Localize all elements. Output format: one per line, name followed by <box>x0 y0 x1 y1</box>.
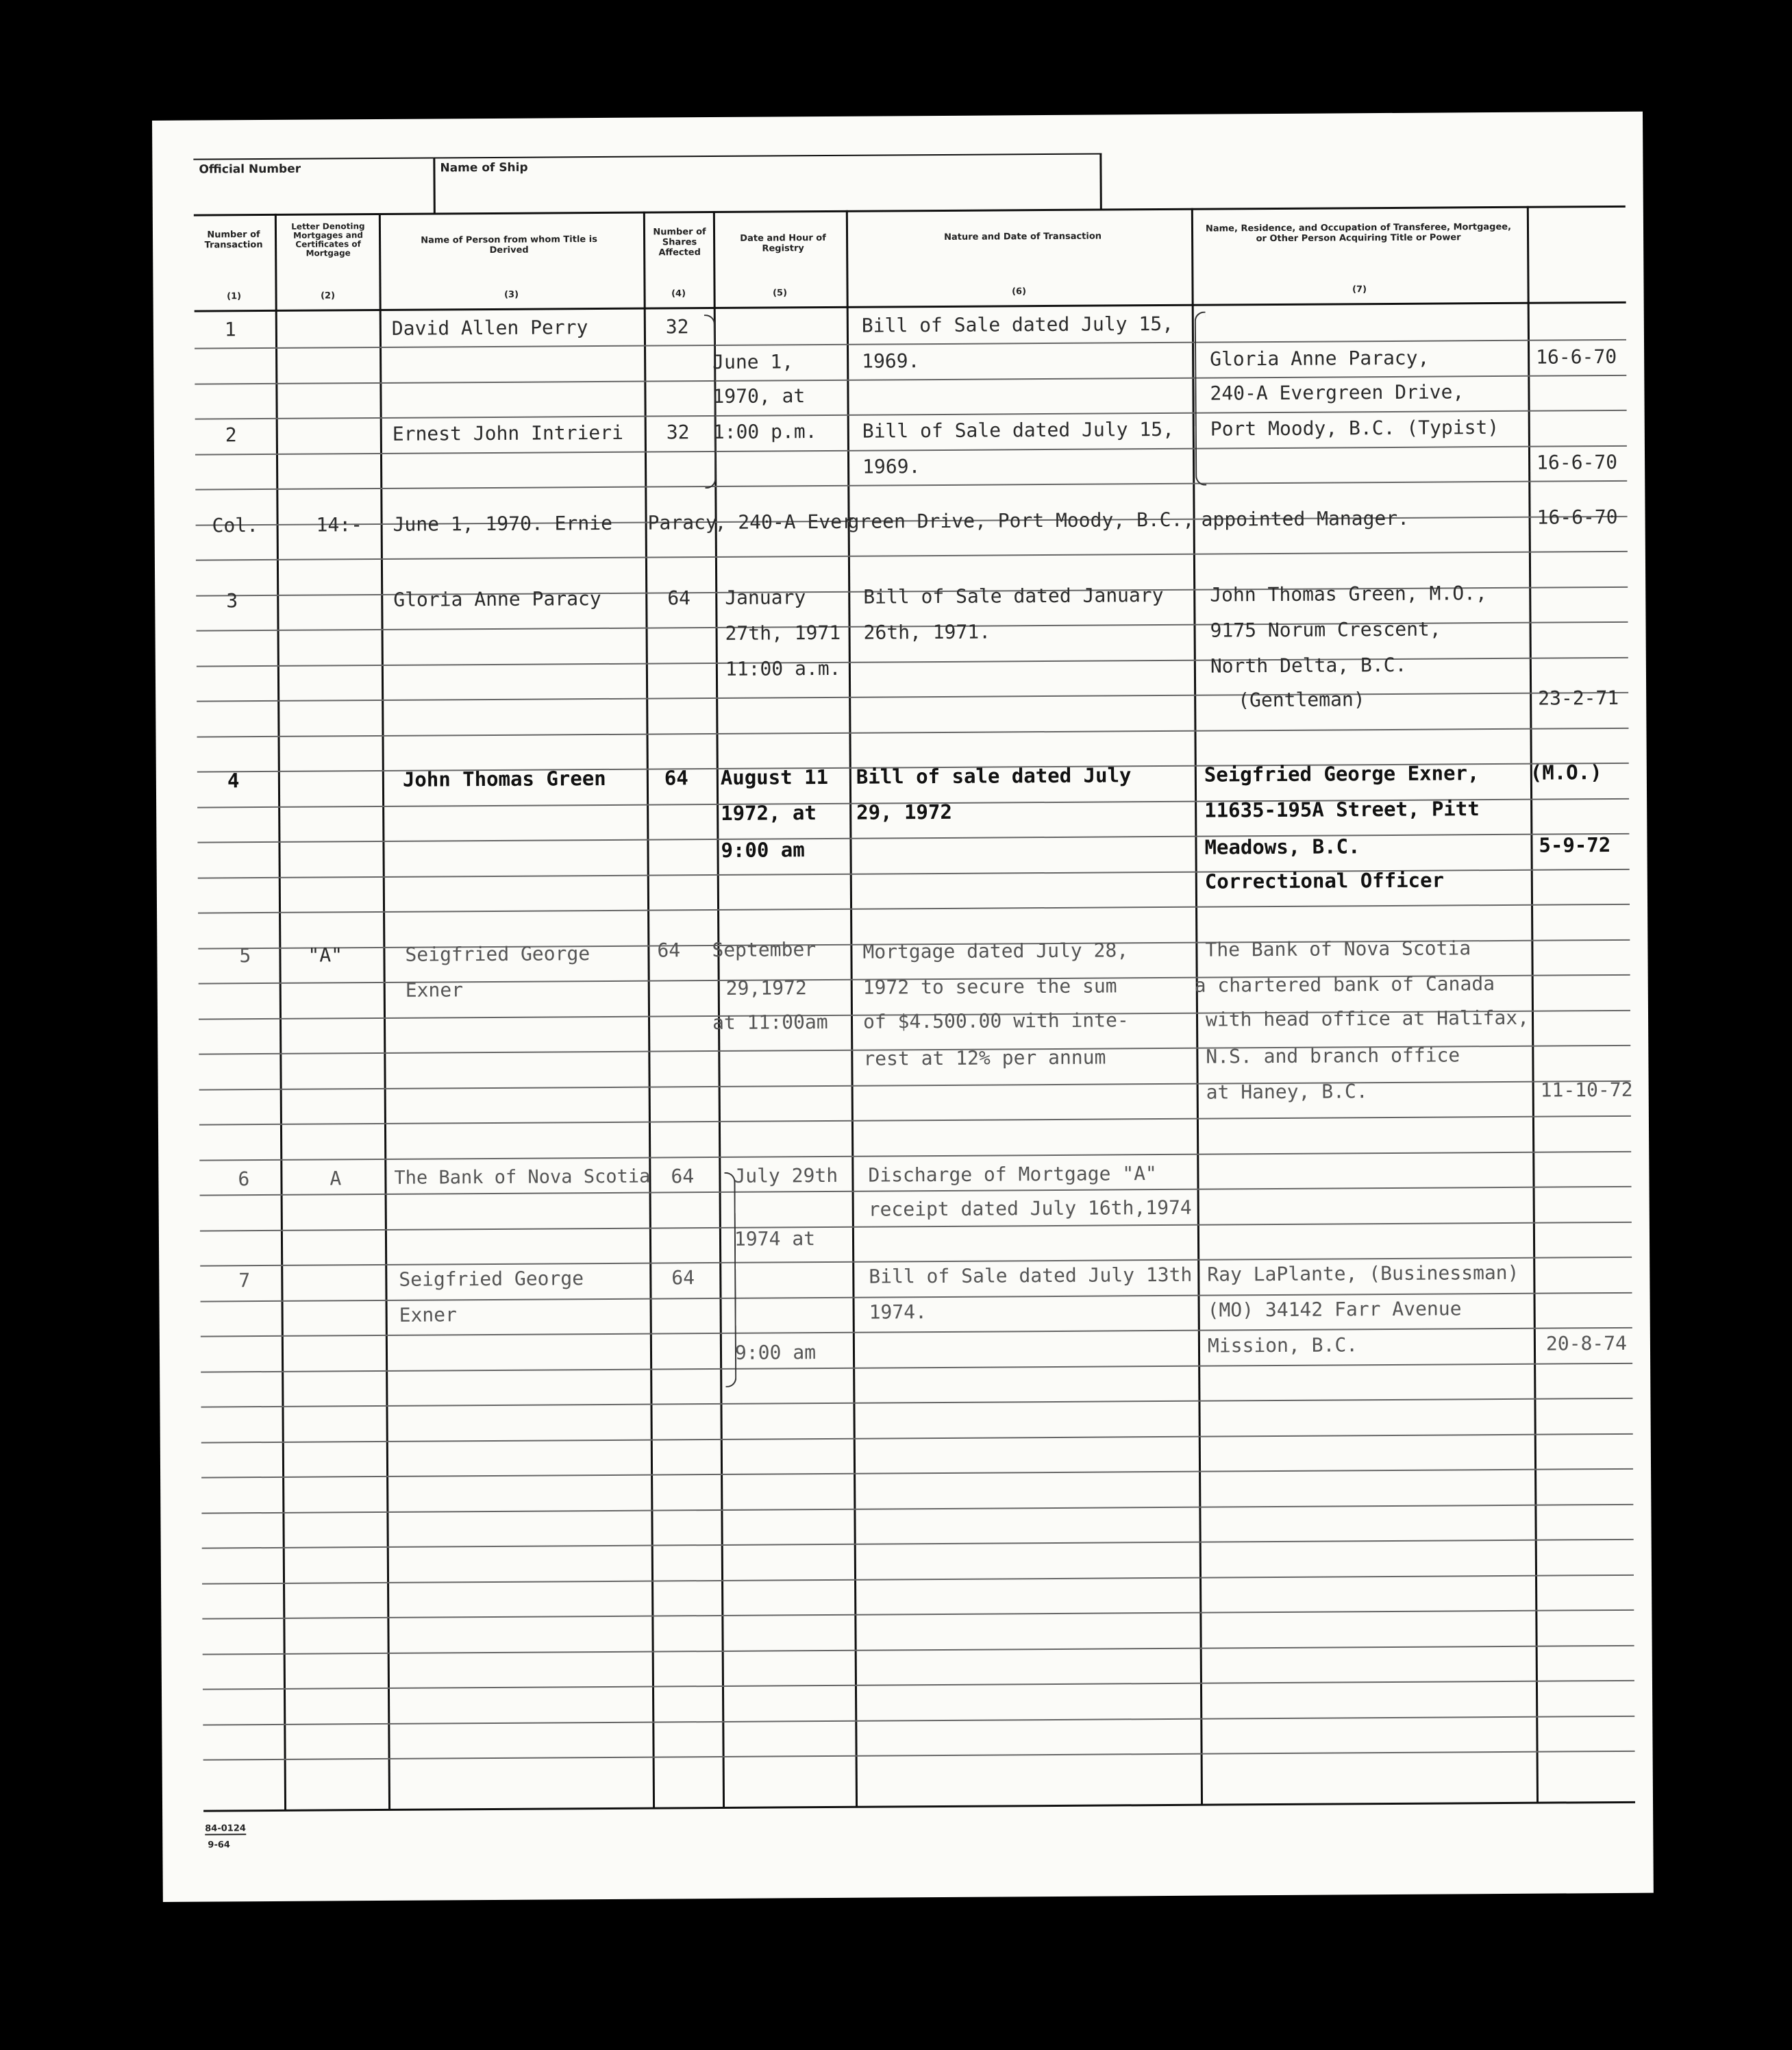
col-header-3: Name of Person from whom Title is Derived <box>421 234 597 256</box>
entry-3-date-line-3: 11:00 a.m. <box>725 656 841 680</box>
col-header-4: Number of Shares Affected <box>653 227 706 258</box>
col-entry-number: Col. <box>212 514 259 537</box>
entry-7-to-line-1: Ray LaPlante, (Businessman) <box>1207 1261 1519 1286</box>
entry-3-to-line-1: John Thomas Green, M.O., <box>1210 582 1487 606</box>
entry-6-nature-line-1: Discharge of Mortgage "A" <box>868 1162 1157 1187</box>
entry-5-letter: "A" <box>308 943 343 967</box>
entry-4-nature-line-2: 29, 1972 <box>856 800 952 824</box>
ruled-line <box>202 1574 1634 1585</box>
ruled-line <box>198 904 1630 914</box>
entry-1-nature-line-1: Bill of Sale dated July 15, <box>861 312 1174 337</box>
entry-7-from-line-2: Exner <box>399 1303 458 1326</box>
entry-6-date-line-3: 9:00 am <box>734 1341 817 1364</box>
entry-7-to-line-2: (MO) 34142 Farr Avenue <box>1207 1297 1462 1322</box>
ship-name-label: Name of Ship <box>440 160 528 175</box>
entry-4-to-line-4: Correctional Officer <box>1204 868 1445 893</box>
entry-4-date-line-2: 1972, at <box>721 801 817 825</box>
entry-3-registered: 23-2-71 <box>1538 686 1619 710</box>
entry-6-date-line-1: July 29th <box>734 1163 838 1187</box>
entry-4-date-line-3: 9:00 am <box>721 838 805 862</box>
entry-6-date-line-2: 1974 at <box>734 1227 816 1250</box>
official-number-label: Official Number <box>199 162 301 177</box>
ruled-line <box>195 445 1627 456</box>
entry-5-registered: 11-10-72 <box>1540 1078 1633 1102</box>
entry-5-shares: 64 <box>657 939 681 962</box>
entry-5-date-line-2: 29,1972 <box>725 976 807 1000</box>
entry-3-number: 3 <box>226 589 238 613</box>
ruled-line <box>203 1680 1634 1690</box>
ruled-line <box>201 1504 1633 1514</box>
entry-1-to-line-2: 240-A Evergreen Drive, <box>1210 380 1465 405</box>
col-header-7: Name, Residence, and Occupation of Transferee, Mortgagee, or Other Person Acquiring Title or Power <box>1205 221 1512 245</box>
col-num-3: (3) <box>504 289 519 300</box>
register-sheet <box>152 112 1654 1902</box>
ruled-line <box>197 657 1628 667</box>
entry-5-date-line-1: September <box>712 938 817 962</box>
ruled-line <box>203 1751 1635 1761</box>
entry-1-date-line-3: 1:00 p.m. <box>712 420 817 444</box>
entry-7-nature-line-2: 1974. <box>869 1300 928 1324</box>
col-header-2: Letter Denoting Mortgages and Certificates of Mortgage <box>291 221 365 258</box>
entry-1-nature-line-2: 1969. <box>862 349 920 373</box>
col-num-4: (4) <box>671 288 686 299</box>
entry-6-number: 6 <box>238 1168 250 1191</box>
entry-4-shares: 64 <box>664 766 688 790</box>
ruled-line <box>195 480 1627 491</box>
col-header-1: Number of Transaction <box>204 230 263 251</box>
ruled-line <box>197 833 1629 843</box>
entry-7-registered: 20-8-74 <box>1545 1331 1628 1355</box>
entry-5-to-line-4: N.S. and branch office <box>1206 1043 1460 1068</box>
bottom-rule <box>203 1801 1635 1812</box>
entry-1-to-line-3: Port Moody, B.C. (Typist) <box>1210 415 1499 441</box>
entry-2-number: 2 <box>225 423 237 447</box>
entry-3-date-line-1: January <box>725 586 806 609</box>
entry-4-date-line-1: August 11 <box>720 765 829 789</box>
ruled-lines <box>152 112 1643 121</box>
entry-4-nature-line-1: Bill of sale dated July <box>856 763 1132 789</box>
entry-3-to-line-3: North Delta, B.C. <box>1210 653 1407 678</box>
col-num-7: (7) <box>1352 284 1367 295</box>
entry-3-from: Gloria Anne Paracy <box>393 587 601 611</box>
entry-1-from: David Allen Perry <box>391 316 588 340</box>
col-num-2: (2) <box>321 291 336 301</box>
entry-1-date-line-2: 1970, at <box>712 384 806 408</box>
col-entry-to: appointed Manager. <box>1201 506 1410 531</box>
entry-6-from: The Bank of Nova Scotia <box>394 1165 651 1189</box>
entry-4-to-line-3: Meadows, B.C. <box>1204 835 1360 859</box>
entry-5-to-line-5: at Haney, B.C. <box>1206 1080 1368 1104</box>
entry-3-date-line-2: 27th, 1971 <box>725 621 841 645</box>
form-date: 9-64 <box>208 1840 230 1851</box>
entry-5-nature-line-2: 1972 to secure the sum <box>862 974 1117 999</box>
entry-7-to-line-3: Mission, B.C. <box>1207 1333 1358 1357</box>
entry-5-nature-line-3: of $4.500.00 with inte- <box>862 1009 1129 1033</box>
ruled-line <box>201 1327 1632 1337</box>
entry-2-registered: 16-6-70 <box>1536 450 1618 474</box>
brace-to-1 <box>1195 312 1207 486</box>
entry-2-shares: 32 <box>666 421 690 444</box>
entry-3-nature-line-1: Bill of Sale dated January <box>863 583 1164 608</box>
ruled-line <box>197 692 1628 702</box>
entry-4-number: 4 <box>227 769 240 793</box>
ruled-line <box>203 1716 1634 1726</box>
entry-5-number: 5 <box>239 944 251 967</box>
entry-7-number: 7 <box>238 1269 251 1292</box>
entry-2-from: Ernest John Intrieri <box>392 421 624 445</box>
ruled-line <box>202 1539 1634 1549</box>
ruled-line <box>197 728 1628 738</box>
entry-2-nature-line-1: Bill of Sale dated July 15, <box>862 417 1175 443</box>
entry-5-from-line-2: Exner <box>405 978 464 1002</box>
ruled-line <box>201 1468 1633 1479</box>
entry-5-to-line-1: The Bank of Nova Scotia <box>1205 937 1471 961</box>
entry-4-to-line-1: Seigfried George Exner, <box>1204 761 1480 787</box>
ruled-line <box>201 1433 1633 1444</box>
entry-6-letter: A <box>329 1167 342 1190</box>
entry-3-to-line-2: 9175 Norum Crescent, <box>1210 617 1441 642</box>
entry-1-number: 1 <box>224 318 236 341</box>
entry-5-to-line-3: with head office at Halifax, <box>1205 1006 1530 1031</box>
col-entry-registered: 16-6-70 <box>1536 505 1618 529</box>
entry-5-from-line-1: Seigfried George <box>405 942 590 966</box>
entry-7-nature-line-1: Bill of Sale dated July 13th <box>869 1263 1193 1288</box>
ruled-line <box>203 1645 1634 1655</box>
entry-5-to-line-2: a chartered bank of Canada <box>1194 972 1495 997</box>
entry-1-to-line-1: Gloria Anne Paracy, <box>1210 346 1430 371</box>
col-num-1: (1) <box>227 291 242 302</box>
ship-name-box <box>433 153 1102 214</box>
entry-2-nature-line-2: 1969. <box>862 455 921 478</box>
ruled-line <box>201 1398 1632 1408</box>
entry-3-shares: 64 <box>667 586 691 610</box>
entry-6-shares: 64 <box>671 1165 695 1188</box>
entry-5-nature-line-4: rest at 12% per annum <box>863 1046 1106 1070</box>
entry-5-nature-line-1: Mortgage dated July 28, <box>862 939 1129 963</box>
ruled-line <box>201 1363 1632 1373</box>
col-entry-nature: green Drive, Port Moody, B.C., <box>847 508 1195 533</box>
ruled-line <box>196 551 1628 561</box>
col-entry-shares: Paracy <box>647 510 717 534</box>
ruled-line <box>199 1080 1631 1091</box>
col-entry-date: , 240-A Ever <box>714 510 854 534</box>
entry-1-date-line-1: June 1, <box>712 350 794 374</box>
ruled-line <box>199 1115 1631 1126</box>
entry-5-date-line-3: at 11:00am <box>712 1010 828 1035</box>
col-header-6: Nature and Date of Transaction <box>944 231 1102 243</box>
entry-4-to-line-1b: (M.O.) <box>1530 761 1602 785</box>
header-bottom-rule <box>195 301 1626 312</box>
form-code: 84-0124 <box>205 1823 246 1834</box>
entry-3-to-line-4: (Gentleman) <box>1238 688 1365 712</box>
entry-7-shares: 64 <box>671 1266 695 1289</box>
col-entry-from: June 1, 1970. Ernie <box>393 511 612 536</box>
entry-6-nature-line-2: receipt dated July 16th,1974 <box>868 1196 1192 1221</box>
entry-4-registered: 5-9-72 <box>1539 833 1611 857</box>
entry-1-shares: 32 <box>665 315 689 338</box>
col-num-6: (6) <box>1012 286 1027 297</box>
entry-4-to-line-2: 11635-195A Street, Pitt <box>1204 797 1480 822</box>
col-entry-letter: 14:- <box>316 513 363 536</box>
ruled-line <box>202 1609 1634 1620</box>
col-num-5: (5) <box>773 288 788 299</box>
ruled-line <box>199 1151 1631 1161</box>
entry-1-registered: 16-6-70 <box>1536 345 1617 369</box>
entry-3-nature-line-2: 26th, 1971. <box>863 620 991 644</box>
ruled-line <box>200 1222 1632 1232</box>
col-header-5: Date and Hour of Registry <box>740 232 826 254</box>
official-number-box <box>193 157 433 160</box>
entry-7-from-line-1: Seigfried George <box>399 1267 584 1291</box>
entry-4-from: John Thomas Green <box>402 766 606 791</box>
